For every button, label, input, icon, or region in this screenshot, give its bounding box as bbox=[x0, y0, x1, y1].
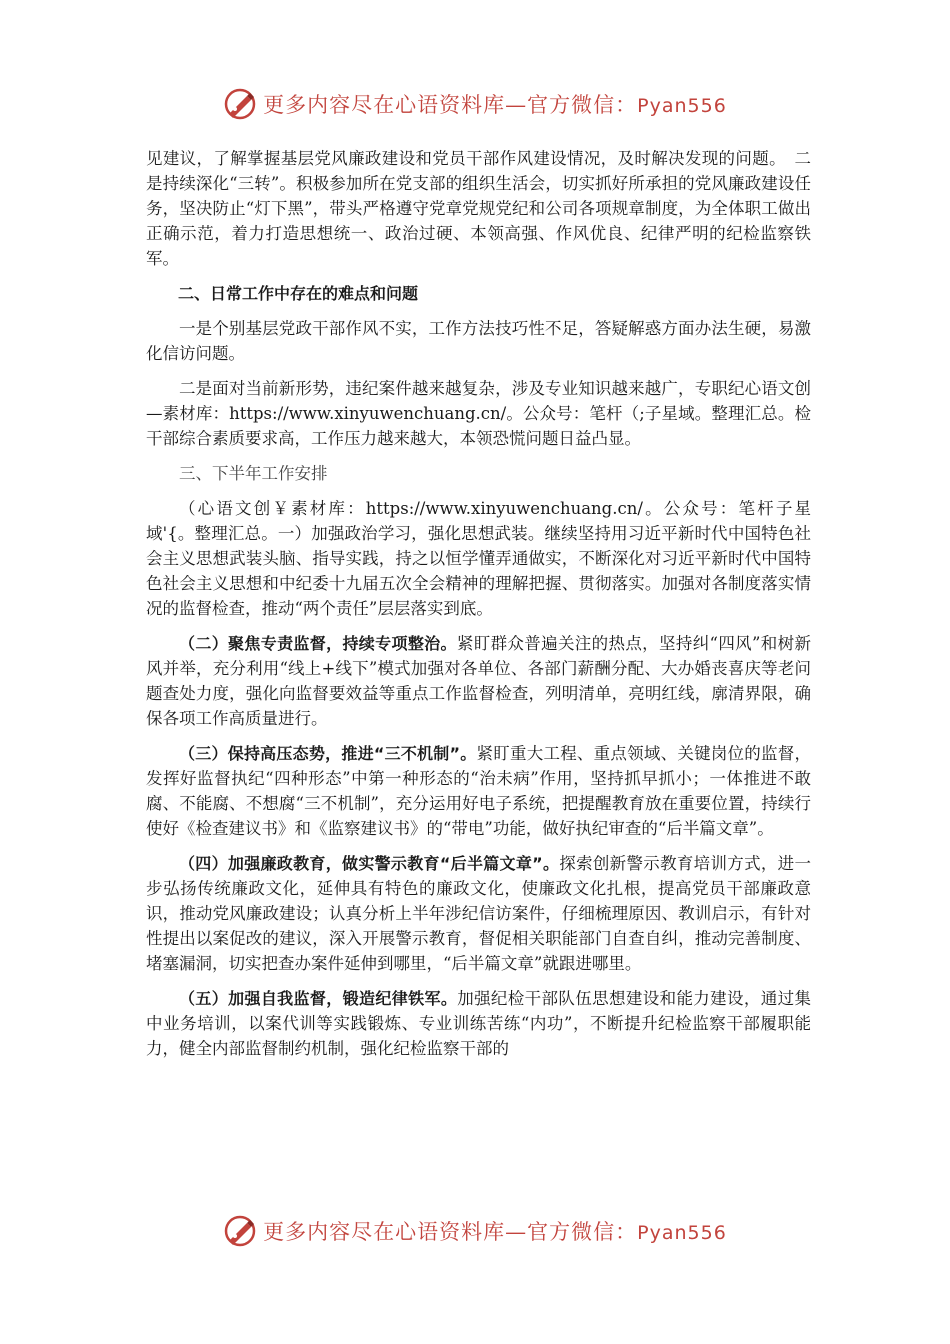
document-body bbox=[146, 146, 811, 1071]
pen-logo-icon bbox=[223, 1214, 257, 1248]
paragraph-7 bbox=[146, 851, 811, 976]
paragraph-3: 二是面对当前新形势，违纪案件越来越复杂，涉及专业知识越来越广，专职纪心语文创—素材库：https://www.xinyuwenchuang.cn/。公众号：笔杆（;子星域。整理汇总。检干部综合素质要求高，工作压力越来越大，本领恐慌问题日益凸显。 bbox=[146, 379, 811, 448]
paragraph-6-body: 紧盯重大工程、重点领域、关键岗位的监督，发挥好监督执纪“四种形态”中第一种形态的“治未病”作用，坚持抓早抓小；一体推进不敢腐、不能腐、不想腐“三不机制”，充分运用好电子系统，把提醒教育放在重要位置，持续行使好《检查建议书》和《监察建议书》的“带电”功能，做好执纪审查的“后半篇文章”。 bbox=[146, 744, 811, 838]
wechat-id: Pyan556 bbox=[637, 95, 727, 117]
wechat-id: Pyan556 bbox=[637, 1222, 727, 1244]
section-heading-3: 三、下半年工作安排 bbox=[179, 464, 328, 483]
paragraph-6-lead: （三）保持高压态势，推进“三不机制”。 bbox=[179, 744, 477, 763]
paragraph-7-body: 探索创新警示教育培训方式，进一步弘扬传统廉政文化，延伸具有特色的廉政文化，使廉政文化扎根，提高党员干部廉政意识，推动党风廉政建设；认真分析上半年涉纪信访案件，仔细梳理原因、教训启示，有针对性提出以案促改的建议，深入开展警示教育，督促相关职能部门自查自纠，推动完善制度、堵塞漏洞，切实把查办案件延伸到哪里，“后半篇文章”就跟进哪里。 bbox=[146, 854, 811, 973]
banner-text: 更多内容尽在心语资料库—官方微信：Pyan556 bbox=[263, 93, 727, 117]
paragraph-7-lead: （四）加强廉政教育，做实警示教育“后半篇文章”。 bbox=[179, 854, 560, 873]
section-heading-2: 二、日常工作中存在的难点和问题 bbox=[178, 284, 419, 303]
paragraph-8-body: 加强纪检干部队伍思想建设和能力建设，通过集中业务培训，以案代训等实践锻炼、专业训练苦练“内功”，不断提升纪检监察干部履职能力，健全内部监督制约机制，强化纪检监察干部的 bbox=[146, 989, 811, 1058]
paragraph-5-lead: （二）聚焦专责监督，持续专项整治。 bbox=[179, 634, 457, 653]
paragraph-5-body: 紧盯群众普遍关注的热点，坚持纠“四风”和树新风并举，充分利用“线上+线下”模式加强对各单位、各部门薪酬分配、大办婚丧喜庆等老问题查处力度，强化向监督要效益等重点工作监督检查，列明清单，亮明红线，廓清界限，确保各项工作高质量进行。 bbox=[146, 634, 811, 728]
paragraph-4: （心语文创￥素材库：https://www.xinyuwenchuang.cn/。公众号：笔杆子星域'{。整理汇总。一）加强政治学习，强化思想武装。继续坚持用习近平新时代中国特色社会主义思想武装头脑、指导实践，持之以恒学懂弄通做实，不断深化对习近平新时代中国特色社会主义思想和中纪委十九届五次全会精神的理解把握、贯彻落实。加强对各制度落实情况的监督检查，推动“两个责任”层层落实到底。 bbox=[146, 499, 811, 618]
footer-banner bbox=[0, 1211, 950, 1251]
header-banner bbox=[0, 84, 950, 124]
paragraph-1: 见建议，了解掌握基层党风廉政建设和党员干部作风建设情况，及时解决发现的问题。 二是持续深化“三转”。积极参加所在党支部的组织生活会，切实抓好所承担的党风廉政建设任务，坚决防止“灯下黑”，带头严格遵守党章党规党纪和公司各项规章制度，为全体职工做出正确示范，着力打造思想统一、政治过硬、本领高强、作风优良、纪律严明的纪检监察铁军。 bbox=[146, 149, 811, 268]
paragraph-8-lead: （五）加强自我监督，锻造纪律铁军。 bbox=[179, 989, 458, 1008]
pen-logo-icon bbox=[223, 87, 257, 121]
paragraph-8 bbox=[146, 986, 811, 1061]
paragraph-2: 一是个别基层党政干部作风不实，工作方法技巧性不足，答疑解惑方面办法生硬，易激化信访问题。 bbox=[146, 319, 811, 363]
paragraph-5 bbox=[146, 631, 811, 731]
banner-text: 更多内容尽在心语资料库—官方微信：Pyan556 bbox=[263, 1220, 727, 1244]
paragraph-6 bbox=[146, 741, 811, 841]
